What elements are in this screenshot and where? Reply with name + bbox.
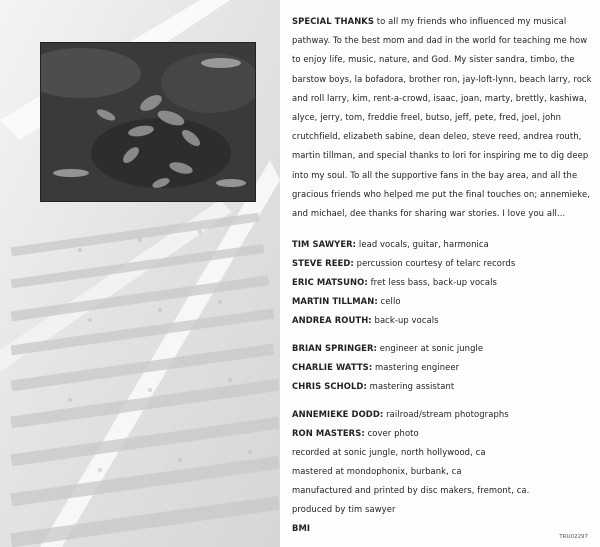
credit-role: mastering assistant bbox=[366, 381, 455, 392]
credit-name: CHRIS SCHOLD: bbox=[292, 381, 367, 392]
bmi-label: BMI bbox=[292, 523, 311, 534]
credit-role: percussion courtesy of telarc records bbox=[353, 258, 516, 269]
credit-line bbox=[292, 311, 592, 330]
credit-name: CHARLIE WATTS: bbox=[292, 362, 373, 373]
mastering-note: mastered at mondophonix, burbank, ca bbox=[292, 466, 462, 477]
credit-role: lead vocals, guitar, harmonica bbox=[356, 239, 489, 250]
credit-name: RON MASTERS: bbox=[292, 428, 365, 439]
credit-name: TIM SAWYER: bbox=[292, 239, 357, 250]
engineering-credits bbox=[292, 339, 592, 396]
credit-role: fret less bass, back-up vocals bbox=[367, 277, 497, 288]
special-thanks-body: to all my friends who influenced my musical pathway. To the best mom and dad in the world for teaching me how to enjoy life, music, nature, and God. My sister sandra, timbo, the barstow boys, la bofadora, brother ron, jay-loft-lynn, beach larry, rock and roll larry, kim, rent-a-crowd, isaac, joan, marty, brettly, kashiwa, alyce, jerry, tom, freddie freel, butso, jeff, pete, fred, joel, john crutchfield, elizabeth sabine, dean deleo, steve reed, andrea routh, martin tillman, and special thanks to lori for inspiring me to dig deep into my soul. To all the supportive fans in the bay area, and all the gracious friends who helped me put the final touches on; annemieke, and michael, dee thanks for sharing war stories. I love you all... bbox=[292, 16, 592, 219]
credit-role: mastering engineer bbox=[372, 362, 460, 373]
credit-name: MARTIN TILLMAN: bbox=[292, 296, 378, 307]
credit-name: BRIAN SPRINGER: bbox=[292, 343, 377, 354]
recording-note: recorded at sonic jungle, north hollywood, ca bbox=[292, 447, 486, 458]
credit-name: ERIC MATSUNO: bbox=[292, 277, 368, 288]
credit-role: cello bbox=[377, 296, 401, 307]
credit-line bbox=[292, 339, 592, 358]
production-credits bbox=[292, 405, 592, 538]
musician-credits bbox=[292, 235, 592, 330]
special-thanks-paragraph bbox=[292, 12, 592, 223]
credit-name: ANDREA ROUTH: bbox=[292, 315, 372, 326]
credit-line bbox=[292, 254, 592, 273]
credit-role: railroad/stream photographs bbox=[383, 409, 509, 420]
liner-notes-text bbox=[292, 12, 592, 538]
credit-line bbox=[292, 424, 592, 443]
credit-line bbox=[292, 405, 592, 424]
catalog-number: TRU02297 bbox=[559, 534, 588, 540]
photo-graphic bbox=[41, 43, 255, 201]
credit-name: ANNEMIEKE DODD: bbox=[292, 409, 384, 420]
railroad-track-background-image bbox=[0, 0, 280, 547]
credit-role: cover photo bbox=[364, 428, 419, 439]
special-thanks-heading: SPECIAL THANKS bbox=[292, 16, 375, 26]
credit-line bbox=[292, 273, 592, 292]
credit-line bbox=[292, 292, 592, 311]
stream-leaves-photograph bbox=[40, 42, 256, 202]
credit-role: back-up vocals bbox=[371, 315, 439, 326]
manufacturing-note: manufactured and printed by disc makers, fremont, ca. bbox=[292, 485, 530, 496]
credit-line bbox=[292, 377, 592, 396]
credit-name: STEVE REED: bbox=[292, 258, 354, 269]
credit-line bbox=[292, 358, 592, 377]
producer-note: produced by tim sawyer bbox=[292, 504, 396, 515]
credit-role: engineer at sonic jungle bbox=[377, 343, 484, 354]
credit-line bbox=[292, 235, 592, 254]
